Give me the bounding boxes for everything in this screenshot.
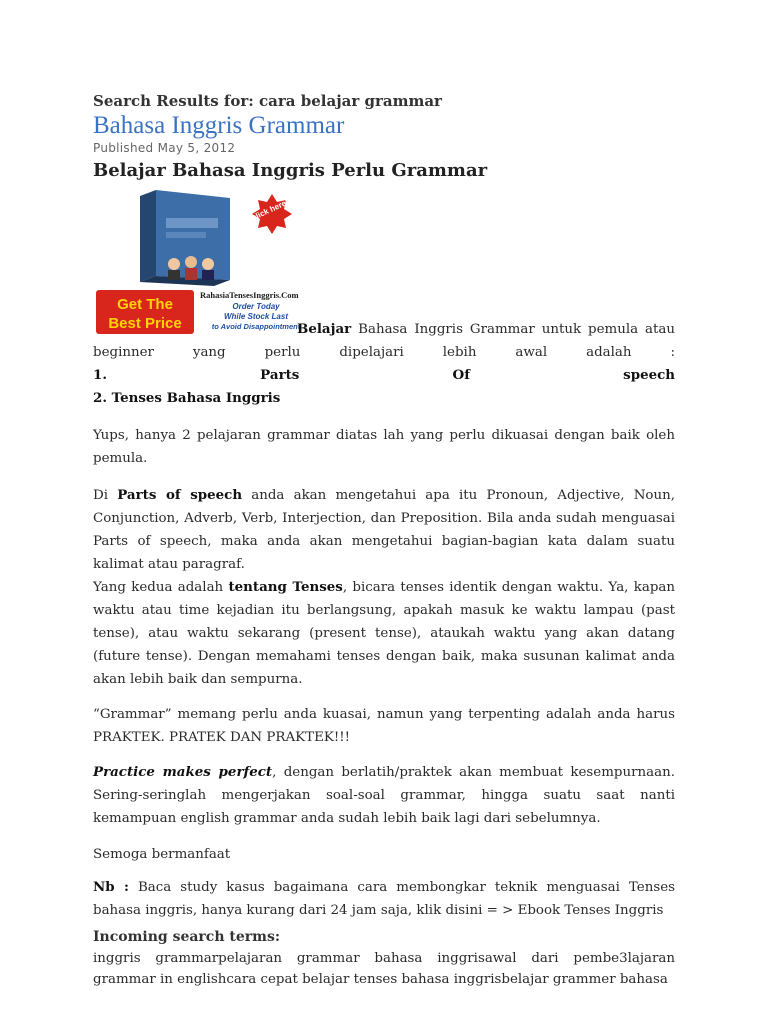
list-item-2: 2. Tenses Bahasa Inggris [93, 390, 281, 406]
intro-line1-text: Bahasa Inggris Grammar untuk pemula atau [351, 322, 675, 337]
paragraph-closing: Semoga bermanfaat [93, 847, 231, 862]
search-prefix: Search Results for: [93, 92, 260, 110]
intro-paragraph [93, 318, 675, 410]
paragraph-yups: Yups, hanya 2 pelajaran grammar diatas lah yang perlu dikuasai dengan baik oleh pemula. [93, 428, 675, 466]
cta-line2: Best Price [108, 315, 182, 332]
ebook-cover-image [140, 190, 230, 286]
paragraph-parts-of-speech [93, 484, 675, 691]
p3-text2: , bicara tenses identik dengan waktu. Ya, kapan waktu atau time kejadian itu berlangsung, apakah masuk ke waktu lampau (past tense), atau waktu sekarang (present tense), ataukah waktu yang akan datang (future tense). Dengan memahami tenses dengan baik, maka susunan kalimat anda akan lebih baik dan sempurna. [93, 580, 675, 687]
order-line1: Order Today [232, 302, 280, 311]
order-line3: to Avoid Disappointment [211, 322, 301, 331]
paragraph-grammar-quote: “Grammar” memang perlu anda kuasai, namun yang terpenting adalah anda harus PRAKTEK. PRATEK DAN PRAKTEK!!! [93, 707, 675, 745]
ebook-ad-graphic [96, 188, 310, 336]
heading-part-a: Belajar Bahasa Inggris [93, 160, 325, 181]
search-query: cara belajar grammar [259, 92, 442, 110]
p3-lead: Di [93, 488, 118, 503]
published-date: Published May 5, 2012 [93, 141, 236, 155]
note-text[interactable]: Baca study kasus bagaimana cara membongkar teknik menguasai Tenses bahasa inggris, hanya kurang dari 24 jam saja, klik disini = > Ebook Tenses Inggris [93, 880, 675, 918]
p3-bold: Parts of speech [117, 487, 243, 503]
p3-lead2: Yang kedua adalah [93, 580, 229, 595]
paragraph-practice [93, 761, 675, 830]
list-item-1: 1. Parts Of speech [93, 367, 675, 383]
intro-bold: Belajar [297, 321, 352, 337]
article-heading [93, 160, 487, 181]
click-here-badge [250, 194, 292, 234]
p3-text: anda akan mengetahui apa itu Pronoun, Adjective, Noun, Conjunction, Adverb, Verb, Interjection, dan Preposition. Bila anda sudah menguasai Parts of speech, maka anda akan mengetahui bagian-bagian kata dalam suatu kalimat atau paragraf. [93, 488, 675, 572]
search-results-heading [93, 92, 442, 110]
intro-line2: beginner yang perlu dipelajari lebih awal adalah : [93, 345, 675, 360]
practice-bold-italic: Practice makes perfect [93, 764, 273, 780]
incoming-search-terms[interactable]: inggris grammarpelajaran grammar bahasa inggrisawal dari pembe3lajaran grammar in englishcara cepat belajar tenses bahasa inggrisbelajar grammer bahasa [93, 951, 675, 987]
cta-line1: Get The [117, 296, 173, 313]
ebook-ad-banner[interactable] [96, 188, 310, 336]
incoming-search-heading: Incoming search terms: [93, 929, 280, 945]
p3-bold2: tentang Tenses [228, 579, 343, 595]
order-line2: While Stock Last [223, 312, 289, 321]
note-label: Nb : [93, 879, 129, 895]
practice-text: , dengan berlatih/praktek akan membuat kesempurnaan. Sering-seringlah mengerjakan soal-soal grammar, hingga suatu saat nanti kemampuan english grammar anda sudah lebih baik lagi dari sebelumnya. [93, 765, 675, 826]
site-name: RahasiaTensesInggris.Com [200, 290, 299, 300]
intro-line1 [93, 318, 675, 341]
post-title[interactable]: Bahasa Inggris Grammar [93, 112, 345, 139]
paragraph-note [93, 876, 675, 922]
badge-text: click here! [250, 197, 290, 223]
heading-part-b: Perlu Grammar [324, 160, 488, 181]
